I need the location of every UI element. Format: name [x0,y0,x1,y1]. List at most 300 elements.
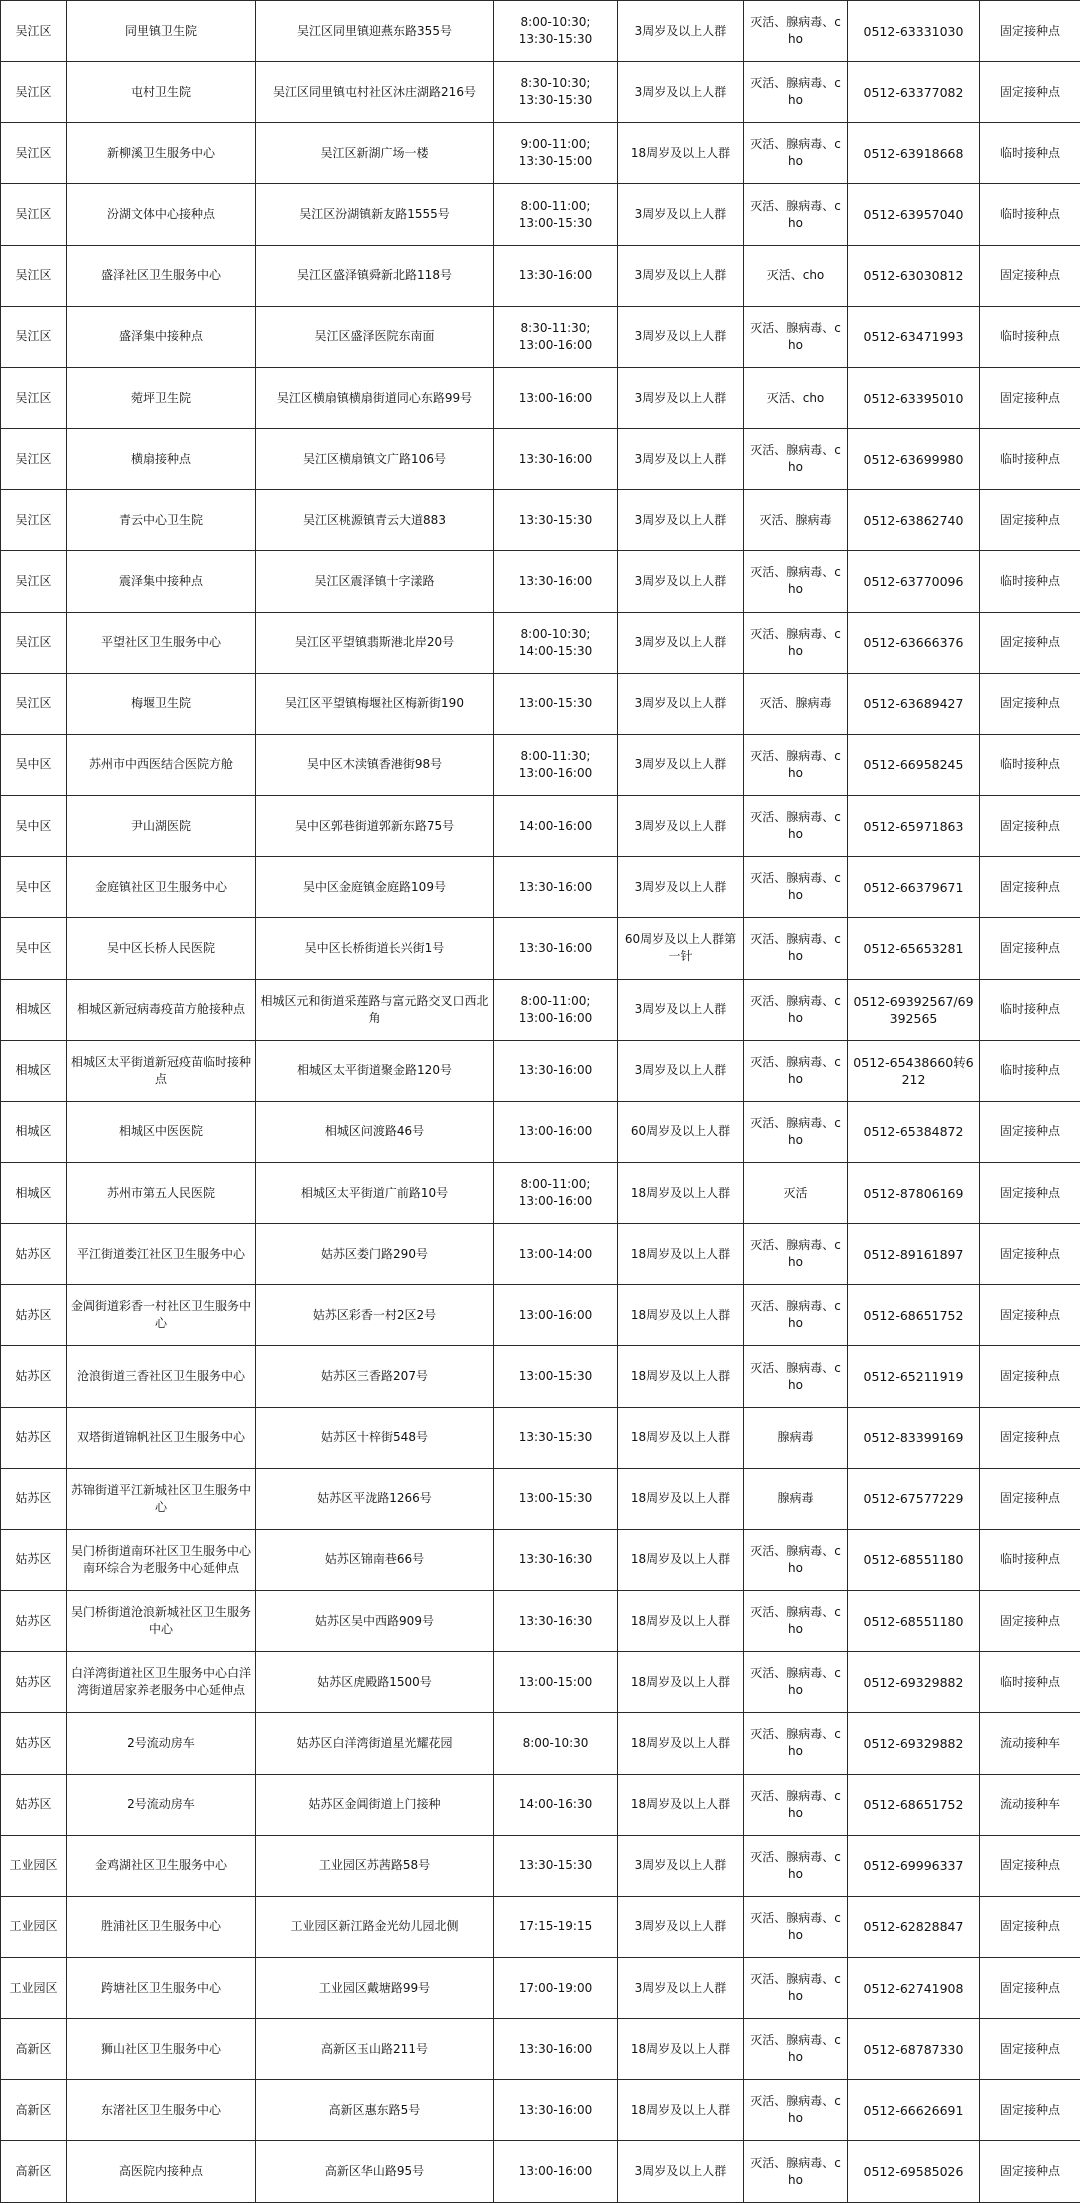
table-row [1,245,1080,306]
table-row [1,1101,1080,1162]
eligible-group-cell: 3周岁及以上人群 [618,673,744,734]
district-cell: 工业园区 [1,1958,67,2019]
table-row [1,796,1080,857]
district-cell: 吴江区 [1,245,67,306]
site-type-cell: 固定接种点 [980,245,1080,306]
table-row [1,1591,1080,1652]
site-name-cell: 青云中心卫生院 [67,490,256,551]
site-type-cell: 固定接种点 [980,2080,1080,2141]
address-cell: 高新区华山路95号 [256,2141,494,2202]
site-name-cell: 东渚社区卫生服务中心 [67,2080,256,2141]
site-name-cell: 沧浪街道三香社区卫生服务中心 [67,1346,256,1407]
address-cell: 吴江区新湖广场一楼 [256,123,494,184]
site-name-cell: 屯村卫生院 [67,62,256,123]
district-cell: 吴江区 [1,490,67,551]
address-cell: 姑苏区吴中西路909号 [256,1591,494,1652]
site-name-cell: 苏州市第五人民医院 [67,1162,256,1223]
site-type-cell: 固定接种点 [980,1896,1080,1957]
address-cell: 工业园区苏茜路58号 [256,1835,494,1896]
phone-cell: 0512-63331030 [848,1,980,62]
site-type-cell: 固定接种点 [980,1958,1080,2019]
vaccine-type-cell: 灭活、腺病毒、cho [744,551,848,612]
site-type-cell: 流动接种车 [980,1774,1080,1835]
district-cell: 姑苏区 [1,1407,67,1468]
eligible-group-cell: 18周岁及以上人群 [618,2080,744,2141]
address-cell: 姑苏区彩香一村2区2号 [256,1285,494,1346]
table-row [1,1346,1080,1407]
table-row [1,673,1080,734]
table-row [1,1162,1080,1223]
vaccine-type-cell: 灭活、腺病毒、cho [744,1101,848,1162]
district-cell: 姑苏区 [1,1591,67,1652]
district-cell: 吴中区 [1,796,67,857]
table-row [1,184,1080,245]
eligible-group-cell: 18周岁及以上人群 [618,1162,744,1223]
address-cell: 工业园区戴塘路99号 [256,1958,494,2019]
vaccine-type-cell: 灭活、腺病毒、cho [744,184,848,245]
district-cell: 吴江区 [1,1,67,62]
site-name-cell: 平望社区卫生服务中心 [67,612,256,673]
site-name-cell: 吴门桥街道沧浪新城社区卫生服务中心 [67,1591,256,1652]
vaccine-type-cell: 灭活、腺病毒、cho [744,1285,848,1346]
table-row [1,1958,1080,2019]
vaccine-type-cell: 灭活、腺病毒、cho [744,1896,848,1957]
site-type-cell: 固定接种点 [980,1,1080,62]
eligible-group-cell: 18周岁及以上人群 [618,123,744,184]
phone-cell: 0512-63666376 [848,612,980,673]
table-row [1,1285,1080,1346]
vaccine-type-cell: 灭活、腺病毒 [744,673,848,734]
phone-cell: 0512-63395010 [848,367,980,428]
site-name-cell: 同里镇卫生院 [67,1,256,62]
vaccine-type-cell: 灭活、腺病毒、cho [744,62,848,123]
address-cell: 吴江区横扇镇横扇街道同心东路99号 [256,367,494,428]
eligible-group-cell: 18周岁及以上人群 [618,1713,744,1774]
vaccine-type-cell: 灭活、腺病毒、cho [744,1224,848,1285]
site-name-cell: 吴门桥街道南环社区卫生服务中心南环综合为老服务中心延伸点 [67,1529,256,1590]
address-cell: 吴江区汾湖镇新友路1555号 [256,184,494,245]
hours-cell: 13:30-16:00 [494,918,618,979]
phone-cell: 0512-68651752 [848,1285,980,1346]
vaccine-type-cell: 灭活 [744,1162,848,1223]
table-row [1,1774,1080,1835]
vaccine-type-cell: 灭活、腺病毒、cho [744,612,848,673]
site-type-cell: 固定接种点 [980,612,1080,673]
district-cell: 高新区 [1,2080,67,2141]
table-row [1,857,1080,918]
vaccine-type-cell: 灭活、腺病毒、cho [744,2080,848,2141]
site-name-cell: 2号流动房车 [67,1774,256,1835]
site-name-cell: 震泽集中接种点 [67,551,256,612]
address-cell: 姑苏区锦南巷66号 [256,1529,494,1590]
eligible-group-cell: 3周岁及以上人群 [618,367,744,428]
hours-cell: 13:30-16:30 [494,1591,618,1652]
phone-cell: 0512-63030812 [848,245,980,306]
vaccine-type-cell: 灭活、腺病毒、cho [744,796,848,857]
site-name-cell: 苏州市中西医结合医院方舱 [67,734,256,795]
phone-cell: 0512-89161897 [848,1224,980,1285]
site-name-cell: 金庭镇社区卫生服务中心 [67,857,256,918]
eligible-group-cell: 18周岁及以上人群 [618,1529,744,1590]
eligible-group-cell: 3周岁及以上人群 [618,306,744,367]
phone-cell: 0512-65438660转6212 [848,1040,980,1101]
hours-cell: 13:30-15:30 [494,1835,618,1896]
phone-cell: 0512-63770096 [848,551,980,612]
eligible-group-cell: 18周岁及以上人群 [618,1652,744,1713]
site-type-cell: 固定接种点 [980,1346,1080,1407]
site-type-cell: 固定接种点 [980,673,1080,734]
vaccine-type-cell: 灭活、腺病毒、cho [744,1713,848,1774]
vaccine-type-cell: 灭活、腺病毒、cho [744,1774,848,1835]
hours-cell: 17:15-19:15 [494,1896,618,1957]
district-cell: 工业园区 [1,1835,67,1896]
hours-cell: 9:00-11:00; 13:30-15:00 [494,123,618,184]
site-name-cell: 跨塘社区卫生服务中心 [67,1958,256,2019]
vaccine-type-cell: 灭活、腺病毒、cho [744,1652,848,1713]
district-cell: 姑苏区 [1,1346,67,1407]
district-cell: 姑苏区 [1,1652,67,1713]
district-cell: 姑苏区 [1,1529,67,1590]
eligible-group-cell: 3周岁及以上人群 [618,2141,744,2202]
table-row [1,429,1080,490]
eligible-group-cell: 3周岁及以上人群 [618,245,744,306]
phone-cell: 0512-62741908 [848,1958,980,2019]
vaccine-type-cell: 灭活、腺病毒 [744,490,848,551]
eligible-group-cell: 3周岁及以上人群 [618,490,744,551]
address-cell: 吴江区盛泽镇舜新北路118号 [256,245,494,306]
eligible-group-cell: 60周岁及以上人群 [618,1101,744,1162]
site-type-cell: 固定接种点 [980,1224,1080,1285]
vaccine-type-cell: 灭活、腺病毒、cho [744,306,848,367]
site-name-cell: 狮山社区卫生服务中心 [67,2019,256,2080]
site-type-cell: 流动接种车 [980,1713,1080,1774]
address-cell: 吴中区长桥街道长兴街1号 [256,918,494,979]
site-name-cell: 2号流动房车 [67,1713,256,1774]
address-cell: 吴江区横扇镇文广路106号 [256,429,494,490]
address-cell: 高新区玉山路211号 [256,2019,494,2080]
phone-cell: 0512-63957040 [848,184,980,245]
phone-cell: 0512-66626691 [848,2080,980,2141]
table-row [1,551,1080,612]
district-cell: 吴江区 [1,429,67,490]
site-name-cell: 梅堰卫生院 [67,673,256,734]
hours-cell: 8:30-10:30; 13:30-15:30 [494,62,618,123]
phone-cell: 0512-69392567/69392565 [848,979,980,1040]
hours-cell: 8:00-11:30; 13:00-16:00 [494,734,618,795]
address-cell: 吴江区同里镇迎燕东路355号 [256,1,494,62]
vaccine-type-cell: 灭活、腺病毒、cho [744,1835,848,1896]
table-row [1,1529,1080,1590]
hours-cell: 13:00-15:30 [494,673,618,734]
vaccine-type-cell: 灭活、腺病毒、cho [744,1529,848,1590]
phone-cell: 0512-66958245 [848,734,980,795]
eligible-group-cell: 60周岁及以上人群第一针 [618,918,744,979]
hours-cell: 13:30-16:00 [494,2080,618,2141]
site-type-cell: 临时接种点 [980,429,1080,490]
phone-cell: 0512-68651752 [848,1774,980,1835]
phone-cell: 0512-65384872 [848,1101,980,1162]
table-row [1,918,1080,979]
site-type-cell: 临时接种点 [980,1040,1080,1101]
phone-cell: 0512-65653281 [848,918,980,979]
eligible-group-cell: 3周岁及以上人群 [618,796,744,857]
hours-cell: 13:00-16:00 [494,1101,618,1162]
eligible-group-cell: 18周岁及以上人群 [618,1346,744,1407]
site-name-cell: 苏锦街道平江新城社区卫生服务中心 [67,1468,256,1529]
site-name-cell: 尹山湖医院 [67,796,256,857]
table-row [1,1835,1080,1896]
site-name-cell: 白洋湾街道社区卫生服务中心白洋湾街道居家养老服务中心延伸点 [67,1652,256,1713]
vaccine-type-cell: 灭活、腺病毒、cho [744,123,848,184]
address-cell: 姑苏区白洋湾街道星光耀花园 [256,1713,494,1774]
vaccine-type-cell: 灭活、腺病毒、cho [744,1958,848,2019]
table-row [1,1407,1080,1468]
site-name-cell: 盛泽社区卫生服务中心 [67,245,256,306]
table-row [1,1468,1080,1529]
eligible-group-cell: 3周岁及以上人群 [618,857,744,918]
hours-cell: 13:30-16:00 [494,551,618,612]
site-type-cell: 临时接种点 [980,734,1080,795]
address-cell: 相城区元和街道采莲路与富元路交叉口西北角 [256,979,494,1040]
hours-cell: 17:00-19:00 [494,1958,618,2019]
site-type-cell: 临时接种点 [980,123,1080,184]
table-row [1,1224,1080,1285]
address-cell: 高新区惠东路5号 [256,2080,494,2141]
district-cell: 吴江区 [1,612,67,673]
table-row [1,1,1080,62]
district-cell: 吴江区 [1,123,67,184]
site-name-cell: 双塔街道锦帆社区卫生服务中心 [67,1407,256,1468]
hours-cell: 13:30-16:00 [494,245,618,306]
hours-cell: 13:30-16:30 [494,1529,618,1590]
site-type-cell: 临时接种点 [980,979,1080,1040]
hours-cell: 13:00-14:00 [494,1224,618,1285]
phone-cell: 0512-63862740 [848,490,980,551]
vaccine-type-cell: 灭活、cho [744,367,848,428]
eligible-group-cell: 3周岁及以上人群 [618,1958,744,2019]
address-cell: 吴江区同里镇屯村社区沐庄湖路216号 [256,62,494,123]
address-cell: 姑苏区十梓街548号 [256,1407,494,1468]
address-cell: 吴江区震泽镇十字漾路 [256,551,494,612]
site-name-cell: 胜浦社区卫生服务中心 [67,1896,256,1957]
vaccine-type-cell: 灭活、腺病毒、cho [744,857,848,918]
phone-cell: 0512-67577229 [848,1468,980,1529]
table-row [1,612,1080,673]
district-cell: 姑苏区 [1,1713,67,1774]
address-cell: 相城区太平街道聚金路120号 [256,1040,494,1101]
address-cell: 吴中区郭巷街道郭新东路75号 [256,796,494,857]
eligible-group-cell: 3周岁及以上人群 [618,734,744,795]
hours-cell: 13:00-15:30 [494,1468,618,1529]
phone-cell: 0512-83399169 [848,1407,980,1468]
site-type-cell: 固定接种点 [980,1101,1080,1162]
eligible-group-cell: 18周岁及以上人群 [618,1591,744,1652]
hours-cell: 14:00-16:30 [494,1774,618,1835]
site-type-cell: 固定接种点 [980,1835,1080,1896]
district-cell: 吴江区 [1,551,67,612]
site-name-cell: 金鸡湖社区卫生服务中心 [67,1835,256,1896]
hours-cell: 13:00-15:00 [494,1652,618,1713]
hours-cell: 8:00-10:30; 13:30-15:30 [494,1,618,62]
hours-cell: 8:00-11:00; 13:00-16:00 [494,979,618,1040]
site-name-cell: 相城区新冠病毒疫苗方舱接种点 [67,979,256,1040]
eligible-group-cell: 18周岁及以上人群 [618,1285,744,1346]
district-cell: 吴中区 [1,918,67,979]
phone-cell: 0512-68551180 [848,1529,980,1590]
site-type-cell: 固定接种点 [980,490,1080,551]
phone-cell: 0512-65211919 [848,1346,980,1407]
eligible-group-cell: 3周岁及以上人群 [618,979,744,1040]
district-cell: 相城区 [1,1162,67,1223]
eligible-group-cell: 3周岁及以上人群 [618,62,744,123]
phone-cell: 0512-63689427 [848,673,980,734]
hours-cell: 13:00-16:00 [494,367,618,428]
hours-cell: 13:30-16:00 [494,1040,618,1101]
vaccine-type-cell: 灭活、腺病毒、cho [744,1591,848,1652]
table-row [1,490,1080,551]
address-cell: 姑苏区娄门路290号 [256,1224,494,1285]
site-type-cell: 临时接种点 [980,306,1080,367]
hours-cell: 13:00-15:30 [494,1346,618,1407]
district-cell: 吴江区 [1,673,67,734]
district-cell: 吴中区 [1,857,67,918]
address-cell: 相城区问渡路46号 [256,1101,494,1162]
district-cell: 相城区 [1,1101,67,1162]
table-row [1,1040,1080,1101]
phone-cell: 0512-68551180 [848,1591,980,1652]
hours-cell: 13:30-15:30 [494,490,618,551]
hours-cell: 13:30-16:00 [494,429,618,490]
phone-cell: 0512-62828847 [848,1896,980,1957]
site-type-cell: 临时接种点 [980,1652,1080,1713]
district-cell: 高新区 [1,2141,67,2202]
table-row [1,2141,1080,2202]
site-type-cell: 固定接种点 [980,367,1080,428]
site-name-cell: 吴中区长桥人民医院 [67,918,256,979]
vaccine-type-cell: 灭活、腺病毒、cho [744,1040,848,1101]
site-type-cell: 固定接种点 [980,857,1080,918]
address-cell: 姑苏区三香路207号 [256,1346,494,1407]
hours-cell: 8:00-10:30; 14:00-15:30 [494,612,618,673]
table-row [1,979,1080,1040]
district-cell: 相城区 [1,1040,67,1101]
eligible-group-cell: 3周岁及以上人群 [618,1,744,62]
district-cell: 吴江区 [1,306,67,367]
district-cell: 吴江区 [1,184,67,245]
vaccine-type-cell: 灭活、cho [744,245,848,306]
site-type-cell: 临时接种点 [980,1529,1080,1590]
phone-cell: 0512-68787330 [848,2019,980,2080]
phone-cell: 0512-69996337 [848,1835,980,1896]
phone-cell: 0512-63377082 [848,62,980,123]
district-cell: 吴江区 [1,62,67,123]
site-name-cell: 相城区太平街道新冠疫苗临时接种点 [67,1040,256,1101]
address-cell: 相城区太平街道广前路10号 [256,1162,494,1223]
hours-cell: 13:30-16:00 [494,2019,618,2080]
hours-cell: 8:00-11:00; 13:00-15:30 [494,184,618,245]
phone-cell: 0512-63471993 [848,306,980,367]
eligible-group-cell: 3周岁及以上人群 [618,1040,744,1101]
eligible-group-cell: 18周岁及以上人群 [618,1468,744,1529]
hours-cell: 13:00-16:00 [494,2141,618,2202]
address-cell: 姑苏区虎殿路1500号 [256,1652,494,1713]
vaccine-type-cell: 灭活、腺病毒、cho [744,918,848,979]
site-name-cell: 盛泽集中接种点 [67,306,256,367]
site-type-cell: 临时接种点 [980,184,1080,245]
address-cell: 工业园区新江路金光幼儿园北侧 [256,1896,494,1957]
table-row [1,1896,1080,1957]
site-name-cell: 相城区中医医院 [67,1101,256,1162]
site-type-cell: 固定接种点 [980,1468,1080,1529]
district-cell: 姑苏区 [1,1774,67,1835]
site-name-cell: 横扇接种点 [67,429,256,490]
address-cell: 吴江区盛泽医院东南面 [256,306,494,367]
vaccine-type-cell: 灭活、腺病毒、cho [744,734,848,795]
table-row [1,62,1080,123]
district-cell: 相城区 [1,979,67,1040]
district-cell: 姑苏区 [1,1468,67,1529]
hours-cell: 8:30-11:30; 13:00-16:00 [494,306,618,367]
site-name-cell: 平江街道娄江社区卫生服务中心 [67,1224,256,1285]
phone-cell: 0512-69329882 [848,1713,980,1774]
site-name-cell: 金阊街道彩香一村社区卫生服务中心 [67,1285,256,1346]
address-cell: 吴江区桃源镇青云大道883 [256,490,494,551]
hours-cell: 8:00-11:00; 13:00-16:00 [494,1162,618,1223]
table-row [1,2019,1080,2080]
site-type-cell: 固定接种点 [980,1407,1080,1468]
phone-cell: 0512-63918668 [848,123,980,184]
district-cell: 工业园区 [1,1896,67,1957]
vaccine-type-cell: 腺病毒 [744,1468,848,1529]
site-type-cell: 固定接种点 [980,1591,1080,1652]
eligible-group-cell: 3周岁及以上人群 [618,184,744,245]
hours-cell: 14:00-16:00 [494,796,618,857]
vaccine-type-cell: 灭活、腺病毒、cho [744,1346,848,1407]
address-cell: 姑苏区平泷路1266号 [256,1468,494,1529]
hours-cell: 8:00-10:30 [494,1713,618,1774]
site-name-cell: 菀坪卫生院 [67,367,256,428]
site-type-cell: 固定接种点 [980,2019,1080,2080]
address-cell: 吴江区平望镇梅堰社区梅新街190 [256,673,494,734]
hours-cell: 13:30-16:00 [494,857,618,918]
site-type-cell: 固定接种点 [980,918,1080,979]
eligible-group-cell: 18周岁及以上人群 [618,1407,744,1468]
eligible-group-cell: 3周岁及以上人群 [618,1835,744,1896]
site-type-cell: 固定接种点 [980,1285,1080,1346]
district-cell: 吴江区 [1,367,67,428]
vaccine-type-cell: 灭活、腺病毒、cho [744,1,848,62]
address-cell: 吴中区金庭镇金庭路109号 [256,857,494,918]
vaccine-type-cell: 腺病毒 [744,1407,848,1468]
hours-cell: 13:30-15:30 [494,1407,618,1468]
eligible-group-cell: 18周岁及以上人群 [618,1774,744,1835]
site-name-cell: 高医院内接种点 [67,2141,256,2202]
address-cell: 吴中区木渎镇香港街98号 [256,734,494,795]
table-row [1,734,1080,795]
site-type-cell: 固定接种点 [980,796,1080,857]
site-type-cell: 固定接种点 [980,62,1080,123]
eligible-group-cell: 3周岁及以上人群 [618,1896,744,1957]
district-cell: 姑苏区 [1,1285,67,1346]
phone-cell: 0512-69329882 [848,1652,980,1713]
site-type-cell: 固定接种点 [980,1162,1080,1223]
vaccine-type-cell: 灭活、腺病毒、cho [744,2141,848,2202]
eligible-group-cell: 3周岁及以上人群 [618,429,744,490]
vaccine-type-cell: 灭活、腺病毒、cho [744,429,848,490]
phone-cell: 0512-69585026 [848,2141,980,2202]
district-cell: 高新区 [1,2019,67,2080]
site-type-cell: 临时接种点 [980,551,1080,612]
